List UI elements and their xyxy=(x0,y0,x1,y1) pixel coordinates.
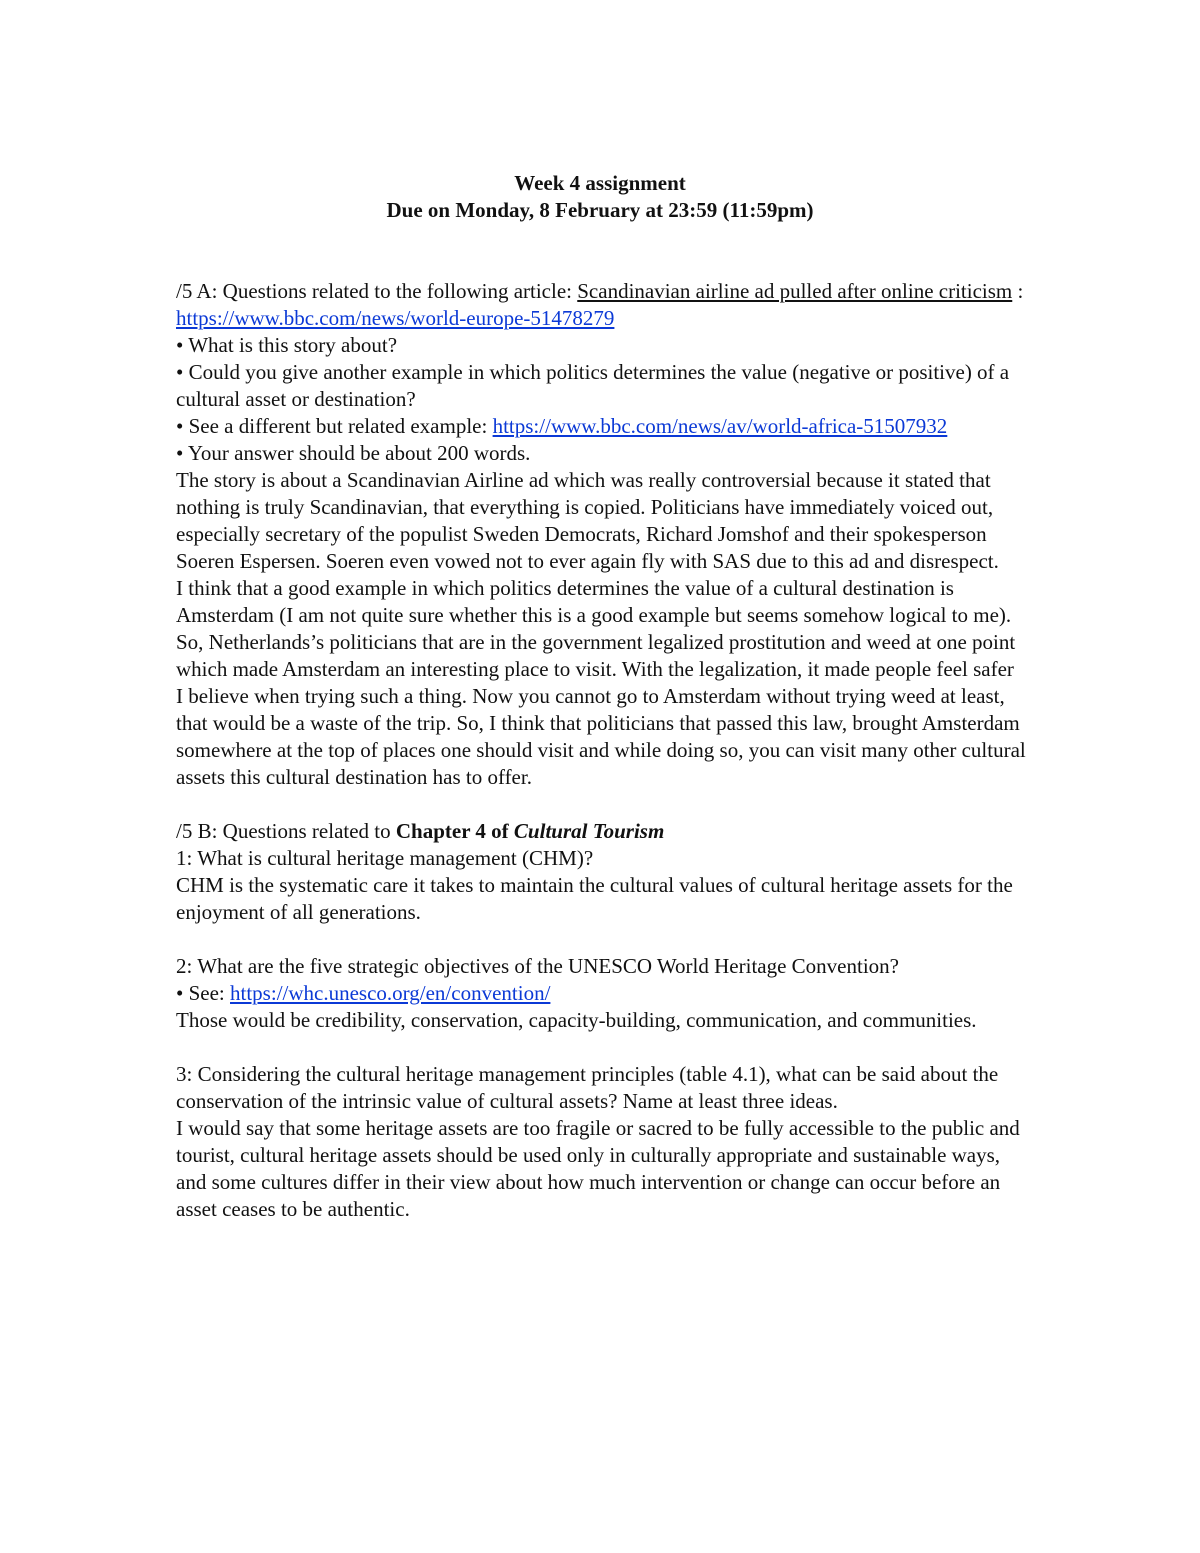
question-a3 xyxy=(176,413,1026,440)
question-b2-see xyxy=(176,980,1026,1007)
question-b2-see-text: • See: xyxy=(176,981,231,1005)
question-b1: 1: What is cultural heritage management (CHM)? xyxy=(176,846,594,870)
spacer xyxy=(176,926,1026,953)
section-a-intro xyxy=(176,278,1026,332)
section-b-intro xyxy=(176,818,1026,845)
related-example-link[interactable]: https://www.bbc.com/news/av/world-africa-51507932 xyxy=(492,414,948,438)
book-title: Cultural Tourism xyxy=(513,819,665,843)
question-a4: • Your answer should be about 200 words. xyxy=(176,441,531,465)
answer-a-paragraph-1: The story is about a Scandinavian Airline ad which was really controversial because it stated that nothing is truly Scandinavian, that everything is copied. Politicians have immediately voiced out, especially secretary of the populist Sweden Democrats, Richard Jomshof and their spokesperson Soeren Espersen. Soeren even vowed not to ever again fly with SAS due to this ad and disrespect. xyxy=(176,468,999,573)
spacer xyxy=(176,251,1026,278)
article-title: Scandinavian airline ad pulled after online criticism xyxy=(577,279,1013,303)
article-separator: : xyxy=(1012,279,1024,303)
answer-b2: Those would be credibility, conservation, capacity-building, communication, and communities. xyxy=(176,1008,977,1032)
chapter-ref: Chapter 4 of xyxy=(395,819,514,843)
due-date: Due on Monday, 8 February at 23:59 (11:59pm) xyxy=(386,198,814,222)
spacer xyxy=(176,224,1026,251)
article-link[interactable]: https://www.bbc.com/news/world-europe-51478279 xyxy=(176,306,615,330)
unesco-link[interactable]: https://whc.unesco.org/en/convention/ xyxy=(230,981,551,1005)
document-page xyxy=(176,170,1026,1223)
question-a2: • Could you give another example in which politics determines the value (negative or positive) of a cultural asset or destination? xyxy=(176,360,1010,411)
question-a1: • What is this story about? xyxy=(176,333,398,357)
answer-a-paragraph-2: I think that a good example in which politics determines the value of a cultural destination is Amsterdam (I am not quite sure whether this is a good example but seems somehow logical to me). So, Netherlands’s politicians that are in the government legalized prostitution and weed at one point which made Amsterdam an interesting place to visit. With the legalization, it made people feel safer I believe when trying such a thing. Now you cannot go to Amsterdam without trying weed at least, that would be a waste of the trip. So, I think that politicians that passed this law, brought Amsterdam somewhere at the top of places one should visit and while doing so, you can visit many other cultural assets this cultural destination has to offer. xyxy=(176,576,1026,789)
spacer xyxy=(176,791,1026,818)
section-b-intro-text: /5 B: Questions related to xyxy=(176,819,396,843)
section-a-intro-text: /5 A: Questions related to the following article: xyxy=(176,279,578,303)
spacer xyxy=(176,1034,1026,1061)
question-a3-text: • See a different but related example: xyxy=(176,414,493,438)
answer-b3: I would say that some heritage assets are too fragile or sacred to be fully accessible to the public and tourist, cultural heritage assets should be used only in culturally appropriate and sustainable ways, and some cultures differ in their view about how much intervention or change can occur before an asset ceases to be authentic. xyxy=(176,1116,1020,1221)
question-b2: 2: What are the five strategic objectives of the UNESCO World Heritage Convention? xyxy=(176,954,899,978)
answer-b1: CHM is the systematic care it takes to maintain the cultural values of cultural heritage assets for the enjoyment of all generations. xyxy=(176,873,1013,924)
page-title: Week 4 assignment xyxy=(514,171,686,195)
question-b3: 3: Considering the cultural heritage management principles (table 4.1), what can be said about the conservation of the intrinsic value of cultural assets? Name at least three ideas. xyxy=(176,1062,999,1113)
